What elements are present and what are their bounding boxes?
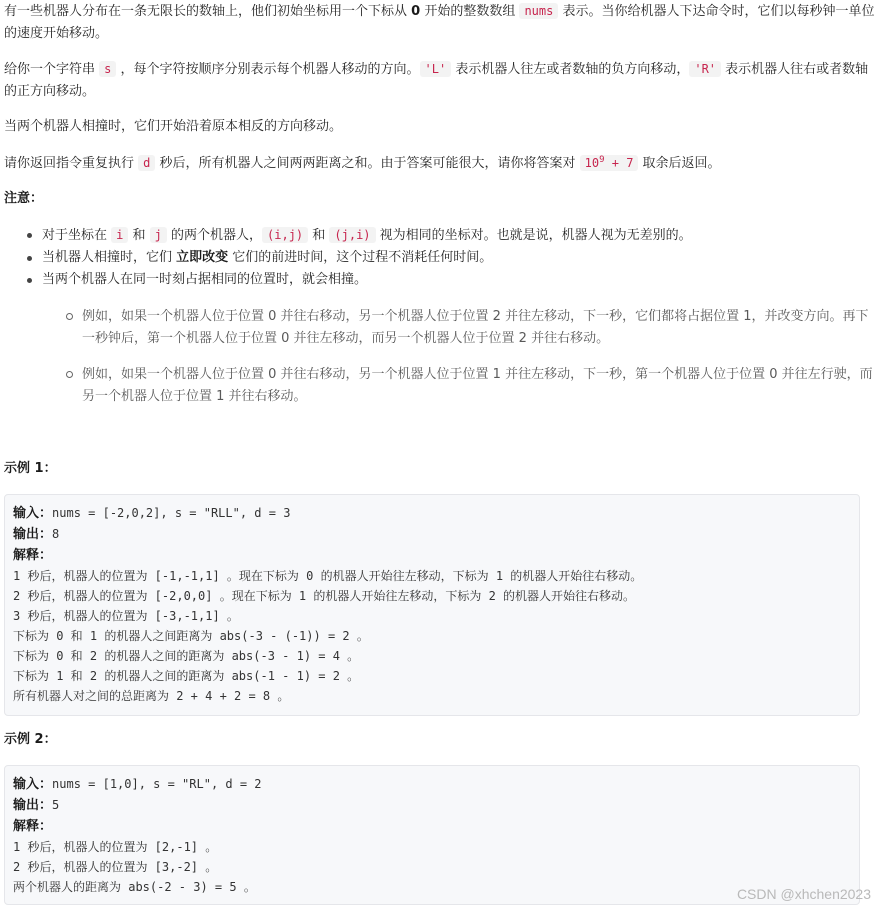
example-2-title: 示例 2： — [4, 732, 57, 747]
bold-zero: 0 — [411, 4, 421, 19]
list-item — [42, 247, 872, 269]
sub-notes-list-2 — [82, 364, 874, 408]
note-label: 注意： — [4, 191, 44, 206]
input-value: nums = [-2,0,2], s = "RLL", d = 3 — [52, 506, 291, 520]
inline-code-ij: (i,j) — [262, 227, 308, 243]
text: 和 — [308, 228, 330, 243]
text: ，每个字符按顺序分别表示每个机器人移动的方向。 — [116, 62, 420, 77]
inline-code-ji: (j,i) — [329, 227, 375, 243]
list-item: 例如，如果一个机器人位于位置 0 并往右移动，另一个机器人位于位置 2 并往左移动，下一秒，它们都将占据位置 1，并改变方向。再下一秒钟后，第一个机器人位于位置 0 并往左移动，而另一个机器人位于位置 2 并往右移动。 — [82, 306, 874, 350]
intro-paragraph-3: 当两个机器人相撞时，它们开始沿着原本相反的方向移动。 — [4, 119, 343, 134]
explain-line: 2 秒后，机器人的位置为 [3,-2] 。 — [13, 860, 218, 874]
text: 表示。当你给机器人下达命令时，它们以每秒钟一单位的速度开始移动。 — [4, 4, 875, 41]
text: 开始的整数数组 — [420, 4, 520, 19]
inline-code-j: j — [150, 227, 167, 243]
text: 请你返回指令重复执行 — [4, 156, 139, 171]
sub-notes-list-1 — [82, 306, 874, 350]
text: 取余后返回。 — [638, 156, 721, 171]
explain-label: 解释： — [13, 548, 53, 563]
inline-code-R: 'R' — [689, 61, 721, 77]
explain-line: 1 秒后，机器人的位置为 [2,-1] 。 — [13, 840, 218, 854]
watermark: CSDN @xhchen2023 — [736, 886, 871, 902]
text: 它们的前进时间，这个过程不消耗任何时间。 — [228, 250, 493, 265]
explain-line: 下标为 1 和 2 的机器人之间的距离为 abs(-1 - 1) = 2 。 — [13, 669, 360, 683]
list-item: 例如，如果一个机器人位于位置 0 并往右移动，另一个机器人位于位置 1 并往左移动，下一秒，第一个机器人位于位置 0 并往左行驶，而另一个机器人位于位置 1 并往右移动。 — [82, 364, 874, 408]
explain-line: 2 秒后，机器人的位置为 [-2,0,0] 。现在下标为 1 的机器人开始往左移动，下标为 2 的机器人开始往右移动。 — [13, 589, 636, 603]
text: 和 — [128, 228, 150, 243]
text: 当两个机器人在同一时刻占据相同的位置时，就会相撞。 — [42, 272, 368, 287]
list-item — [42, 224, 872, 247]
output-label: 输出： — [13, 798, 53, 813]
bold-text: 立即改变 — [176, 250, 229, 265]
input-label: 输入： — [13, 506, 53, 521]
explain-line: 两个机器人的距离为 abs(-2 - 3) = 5 。 — [13, 880, 256, 894]
intro-paragraph-2 — [0, 58, 883, 103]
example-2-code-block — [4, 765, 860, 905]
explain-label: 解释： — [13, 819, 53, 834]
text: 视为相同的坐标对。也就是说，机器人视为无差别的。 — [375, 228, 692, 243]
explain-line: 3 秒后，机器人的位置为 [-3,-1,1] 。 — [13, 609, 239, 623]
mod-exponent: 9 — [599, 155, 605, 165]
text: 的两个机器人， — [166, 228, 263, 243]
intro-paragraph-4 — [0, 152, 883, 175]
text: 对于坐标在 — [42, 228, 112, 243]
inline-code-nums: nums — [519, 3, 558, 19]
text: 表示机器人往右或者数轴的正方向移动。 — [4, 62, 869, 99]
inline-code-d: d — [138, 155, 155, 171]
example-1-title: 示例 1： — [4, 461, 57, 476]
mod-base: 10 — [584, 156, 600, 170]
explain-line: 下标为 0 和 2 的机器人之间的距离为 abs(-3 - 1) = 4 。 — [13, 649, 360, 663]
text: 给你一个字符串 — [4, 62, 100, 77]
explain-line: 下标为 0 和 1 的机器人之间距离为 abs(-3 - (-1)) = 2 。 — [13, 629, 369, 643]
output-label: 输出： — [13, 527, 53, 542]
text: 秒后，所有机器人之间两两距离之和。由于答案可能很大，请你将答案对 — [155, 156, 580, 171]
input-value: nums = [1,0], s = "RL", d = 2 — [52, 777, 262, 791]
example-1-code-block — [4, 494, 860, 716]
text: 当机器人相撞时，它们 — [42, 250, 177, 265]
intro-paragraph-1 — [0, 0, 883, 45]
inline-code-modulo — [580, 155, 639, 171]
inline-code-s: s — [99, 61, 116, 77]
notes-list — [0, 224, 872, 291]
mod-rest: + 7 — [604, 156, 634, 170]
text: 表示机器人往左或者数轴的负方向移动， — [451, 62, 690, 77]
inline-code-L: 'L' — [420, 61, 452, 77]
output-value: 8 — [52, 527, 60, 541]
output-value: 5 — [52, 798, 60, 812]
input-label: 输入： — [13, 777, 53, 792]
text: 有一些机器人分布在一条无限长的数轴上，他们初始坐标用一个下标从 — [4, 4, 412, 19]
explain-line: 1 秒后，机器人的位置为 [-1,-1,1] 。现在下标为 0 的机器人开始往左移动，下标为 1 的机器人开始往右移动。 — [13, 569, 643, 583]
list-item — [42, 269, 872, 291]
inline-code-i: i — [111, 227, 128, 243]
note-heading — [0, 188, 883, 210]
explain-line: 所有机器人对之间的总距离为 2 + 4 + 2 = 8 。 — [13, 689, 290, 703]
